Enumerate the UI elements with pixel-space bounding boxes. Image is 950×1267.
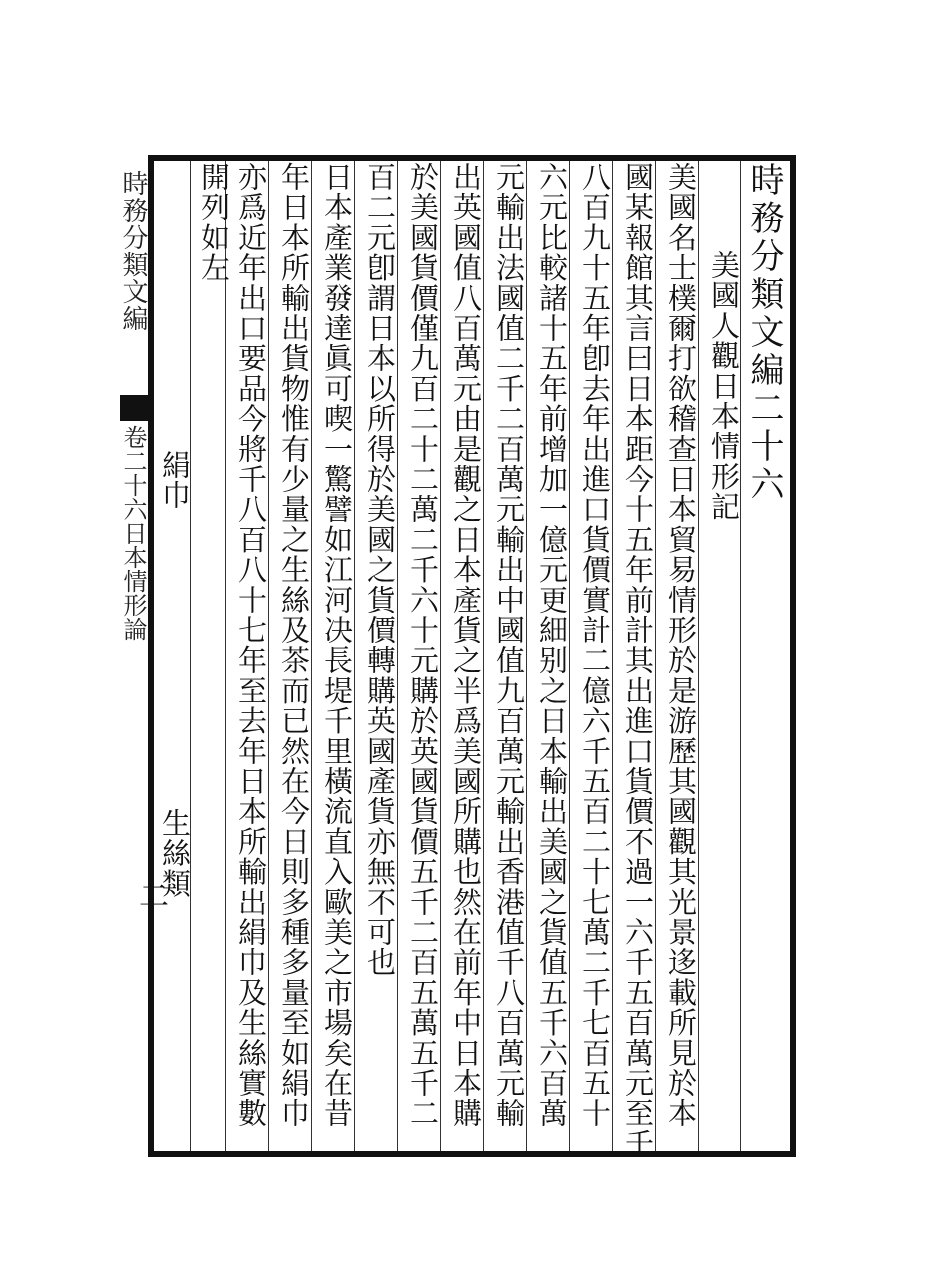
text-column-4: 六元比較諸十五年前增加一億元更細别之日本輸出美國之貨值五千六百萬	[535, 162, 569, 1129]
text-column-2: 國某報館其言曰日本距今十五年前計其出進口貨價不過一六千五百萬元至千	[621, 162, 655, 1159]
text-column-7: 於美國貨價僅九百二十二萬二千六十元購於英國貨價五千二百五萬五千二	[406, 162, 440, 1129]
text-column-12: 開列如左	[197, 162, 231, 283]
table-header-raw-silk: 生絲類	[158, 808, 192, 899]
text-column-6: 出英國值八百萬元由是觀之日本產貨之半爲美國所購也然在前年中日本購	[449, 162, 483, 1129]
text-column-8: 百二元卽謂日本以所得於美國之貨價轉購英國產貨亦無不可也	[363, 162, 397, 978]
table-header-silk-cloth: 絹巾	[158, 450, 192, 511]
text-column-9: 日本產業發達眞可喫一驚譬如江河决長堤千里橫流直入歐美之市場矣在昔	[320, 162, 354, 1129]
text-column-5: 元輸出法國值二千二百萬元輸出中國值九百萬元輸出香港值千八百萬元輸	[492, 162, 526, 1129]
column-rule	[225, 161, 226, 1151]
page-title: 時務分類文編二十六	[744, 162, 784, 504]
spine-subtitle: 卷二十六日本情形論	[119, 425, 147, 641]
text-column-1: 美國名士樸爾打欲稽查日本貿易情形於是游歷其國觀其光景迻載所見於本	[664, 162, 698, 1129]
text-column-11: 亦爲近年出口要品今將千八百八十七年至去年日本所輸出絹巾及生絲實數	[234, 162, 268, 1129]
text-column-3: 八百九十五年卽去年出進口貨價實計二億六千五百二十七萬二千七百五十	[578, 162, 612, 1129]
column-rule	[190, 161, 191, 1151]
spine-band	[120, 395, 150, 421]
text-column-10: 年日本所輸出貨物惟有少量之生絲及茶而已然在今日則多種多量至如絹巾	[277, 162, 311, 1129]
spine-title: 時務分類文編	[118, 170, 148, 332]
article-heading: 美國人觀日本情形記	[707, 250, 741, 522]
page-number: 二	[133, 880, 168, 910]
